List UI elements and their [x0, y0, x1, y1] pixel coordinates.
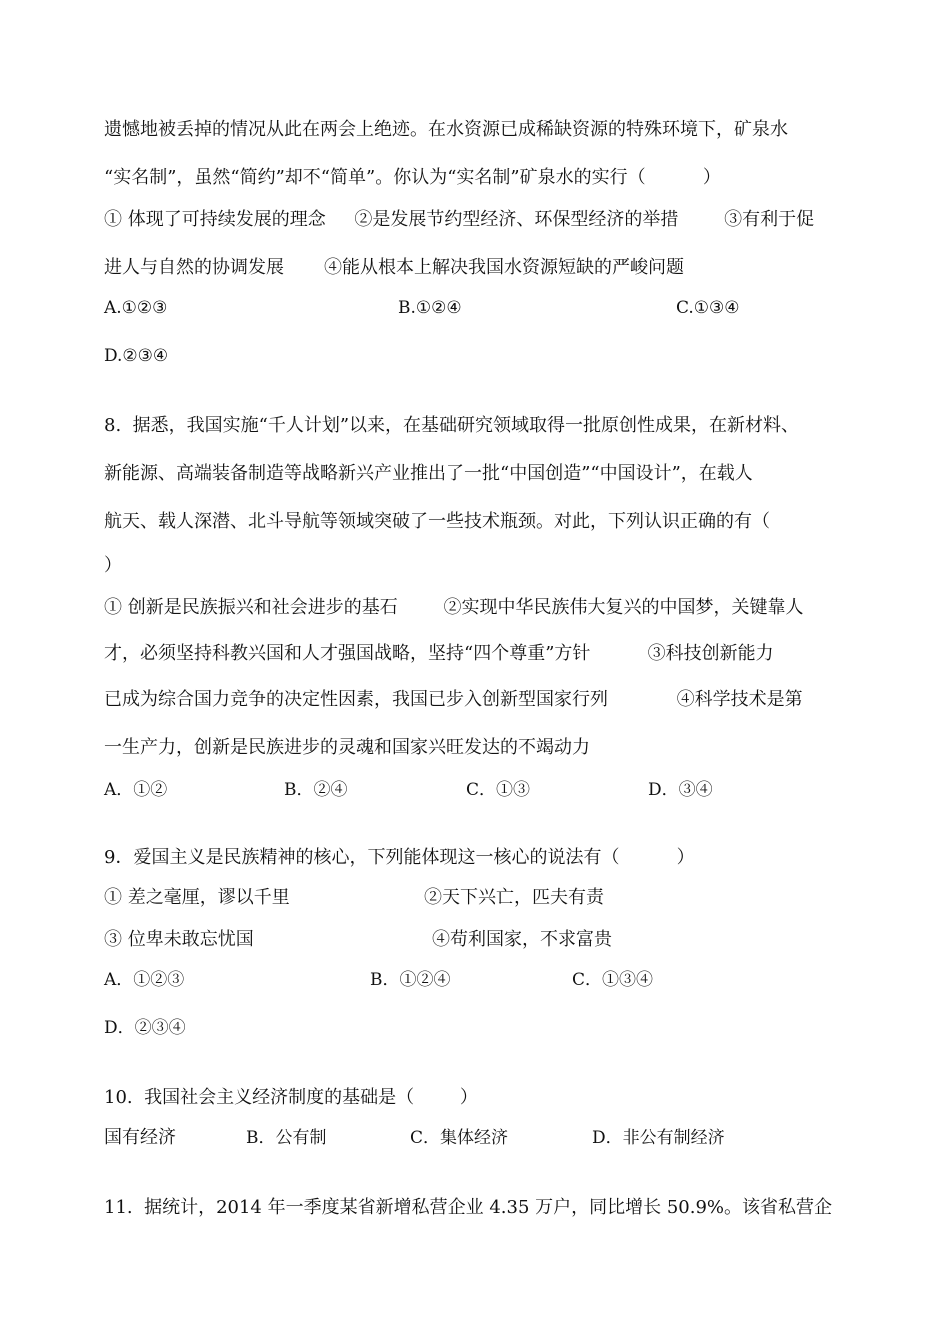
q7-option-c: C.①③④	[676, 298, 740, 318]
q9-option-a: A．①②③	[104, 970, 185, 990]
q9-option-c: C．①③④	[572, 970, 654, 990]
q9-option-d: D．②③④	[104, 1018, 186, 1038]
q10-line-1: 10. 我国社会主义经济制度的基础是（ ）	[104, 1087, 478, 1108]
q10-option-c: C．集体经济	[410, 1128, 509, 1148]
q10-option-a: 国有经济	[104, 1127, 176, 1148]
q8-line-2: 新能源、高端装备制造等战略新兴产业推出了一批“中国创造”“中国设计”，在载人	[104, 463, 753, 484]
q7-line-2: “实名制”，虽然“简约”却不“简单”。你认为“实名制”矿泉水的实行（ ）	[104, 167, 721, 188]
q9-item-4: ④苟利国家，不求富贵	[432, 929, 612, 950]
q10-option-d: D．非公有制经济	[592, 1128, 725, 1148]
q9-item-1: ① 差之毫厘，谬以千里	[104, 887, 290, 908]
q7-line-1: 遗憾地被丢掉的情况从此在两会上绝迹。在水资源已成稀缺资源的特殊环境下，矿泉水	[104, 119, 788, 140]
q9-option-b: B．①②④	[370, 970, 451, 990]
q9-item-3: ③ 位卑未敢忘忧国	[104, 929, 254, 950]
q8-option-a: A．①②	[104, 780, 168, 800]
q8-line-3: 航天、载人深潜、北斗导航等领域突破了一些技术瓶颈。对此，下列认识正确的有（	[104, 511, 770, 532]
q8-option-b: B．②④	[284, 780, 348, 800]
q9-line-1: 9．爱国主义是民族精神的核心，下列能体现这一核心的说法有（ ）	[104, 847, 695, 868]
q9-item-2: ②天下兴亡，匹夫有责	[424, 887, 604, 908]
q8-line-7: 已成为综合国力竞争的决定性因素，我国已步入创新型国家行列 ④科学技术是第	[104, 689, 803, 710]
q8-line-6: 才，必须坚持科教兴国和人才强国战略，坚持“四个尊重”方针 ③科技创新能力	[104, 643, 774, 664]
q7-line-4: 进人与自然的协调发展 ④能从根本上解决我国水资源短缺的严峻问题	[104, 257, 685, 278]
q10-option-b: B．公有制	[246, 1128, 327, 1148]
q7-option-a: A.①②③	[104, 298, 168, 318]
q11-line-1: 11. 据统计，2014 年一季度某省新增私营企业 4.35 万户，同比增长 50.9%。该省私营企	[104, 1197, 833, 1218]
q7-line-3: ① 体现了可持续发展的理念 ②是发展节约型经济、环保型经济的举措 ③有利于促	[104, 209, 815, 230]
q8-option-c: C．①③	[466, 780, 531, 800]
q8-line-5: ① 创新是民族振兴和社会进步的基石 ②实现中华民族伟大复兴的中国梦，关键靠人	[104, 597, 804, 618]
q8-option-d: D．③④	[648, 780, 713, 800]
q8-line-8: 一生产力，创新是民族进步的灵魂和国家兴旺发达的不竭动力	[104, 737, 590, 758]
q8-line-4: ）	[104, 555, 122, 576]
q7-option-b: B.①②④	[398, 298, 462, 318]
q8-line-1: 8. 据悉，我国实施“千人计划”以来，在基础研究领域取得一批原创性成果，在新材料、	[104, 415, 800, 436]
q7-option-d: D.②③④	[104, 346, 169, 366]
